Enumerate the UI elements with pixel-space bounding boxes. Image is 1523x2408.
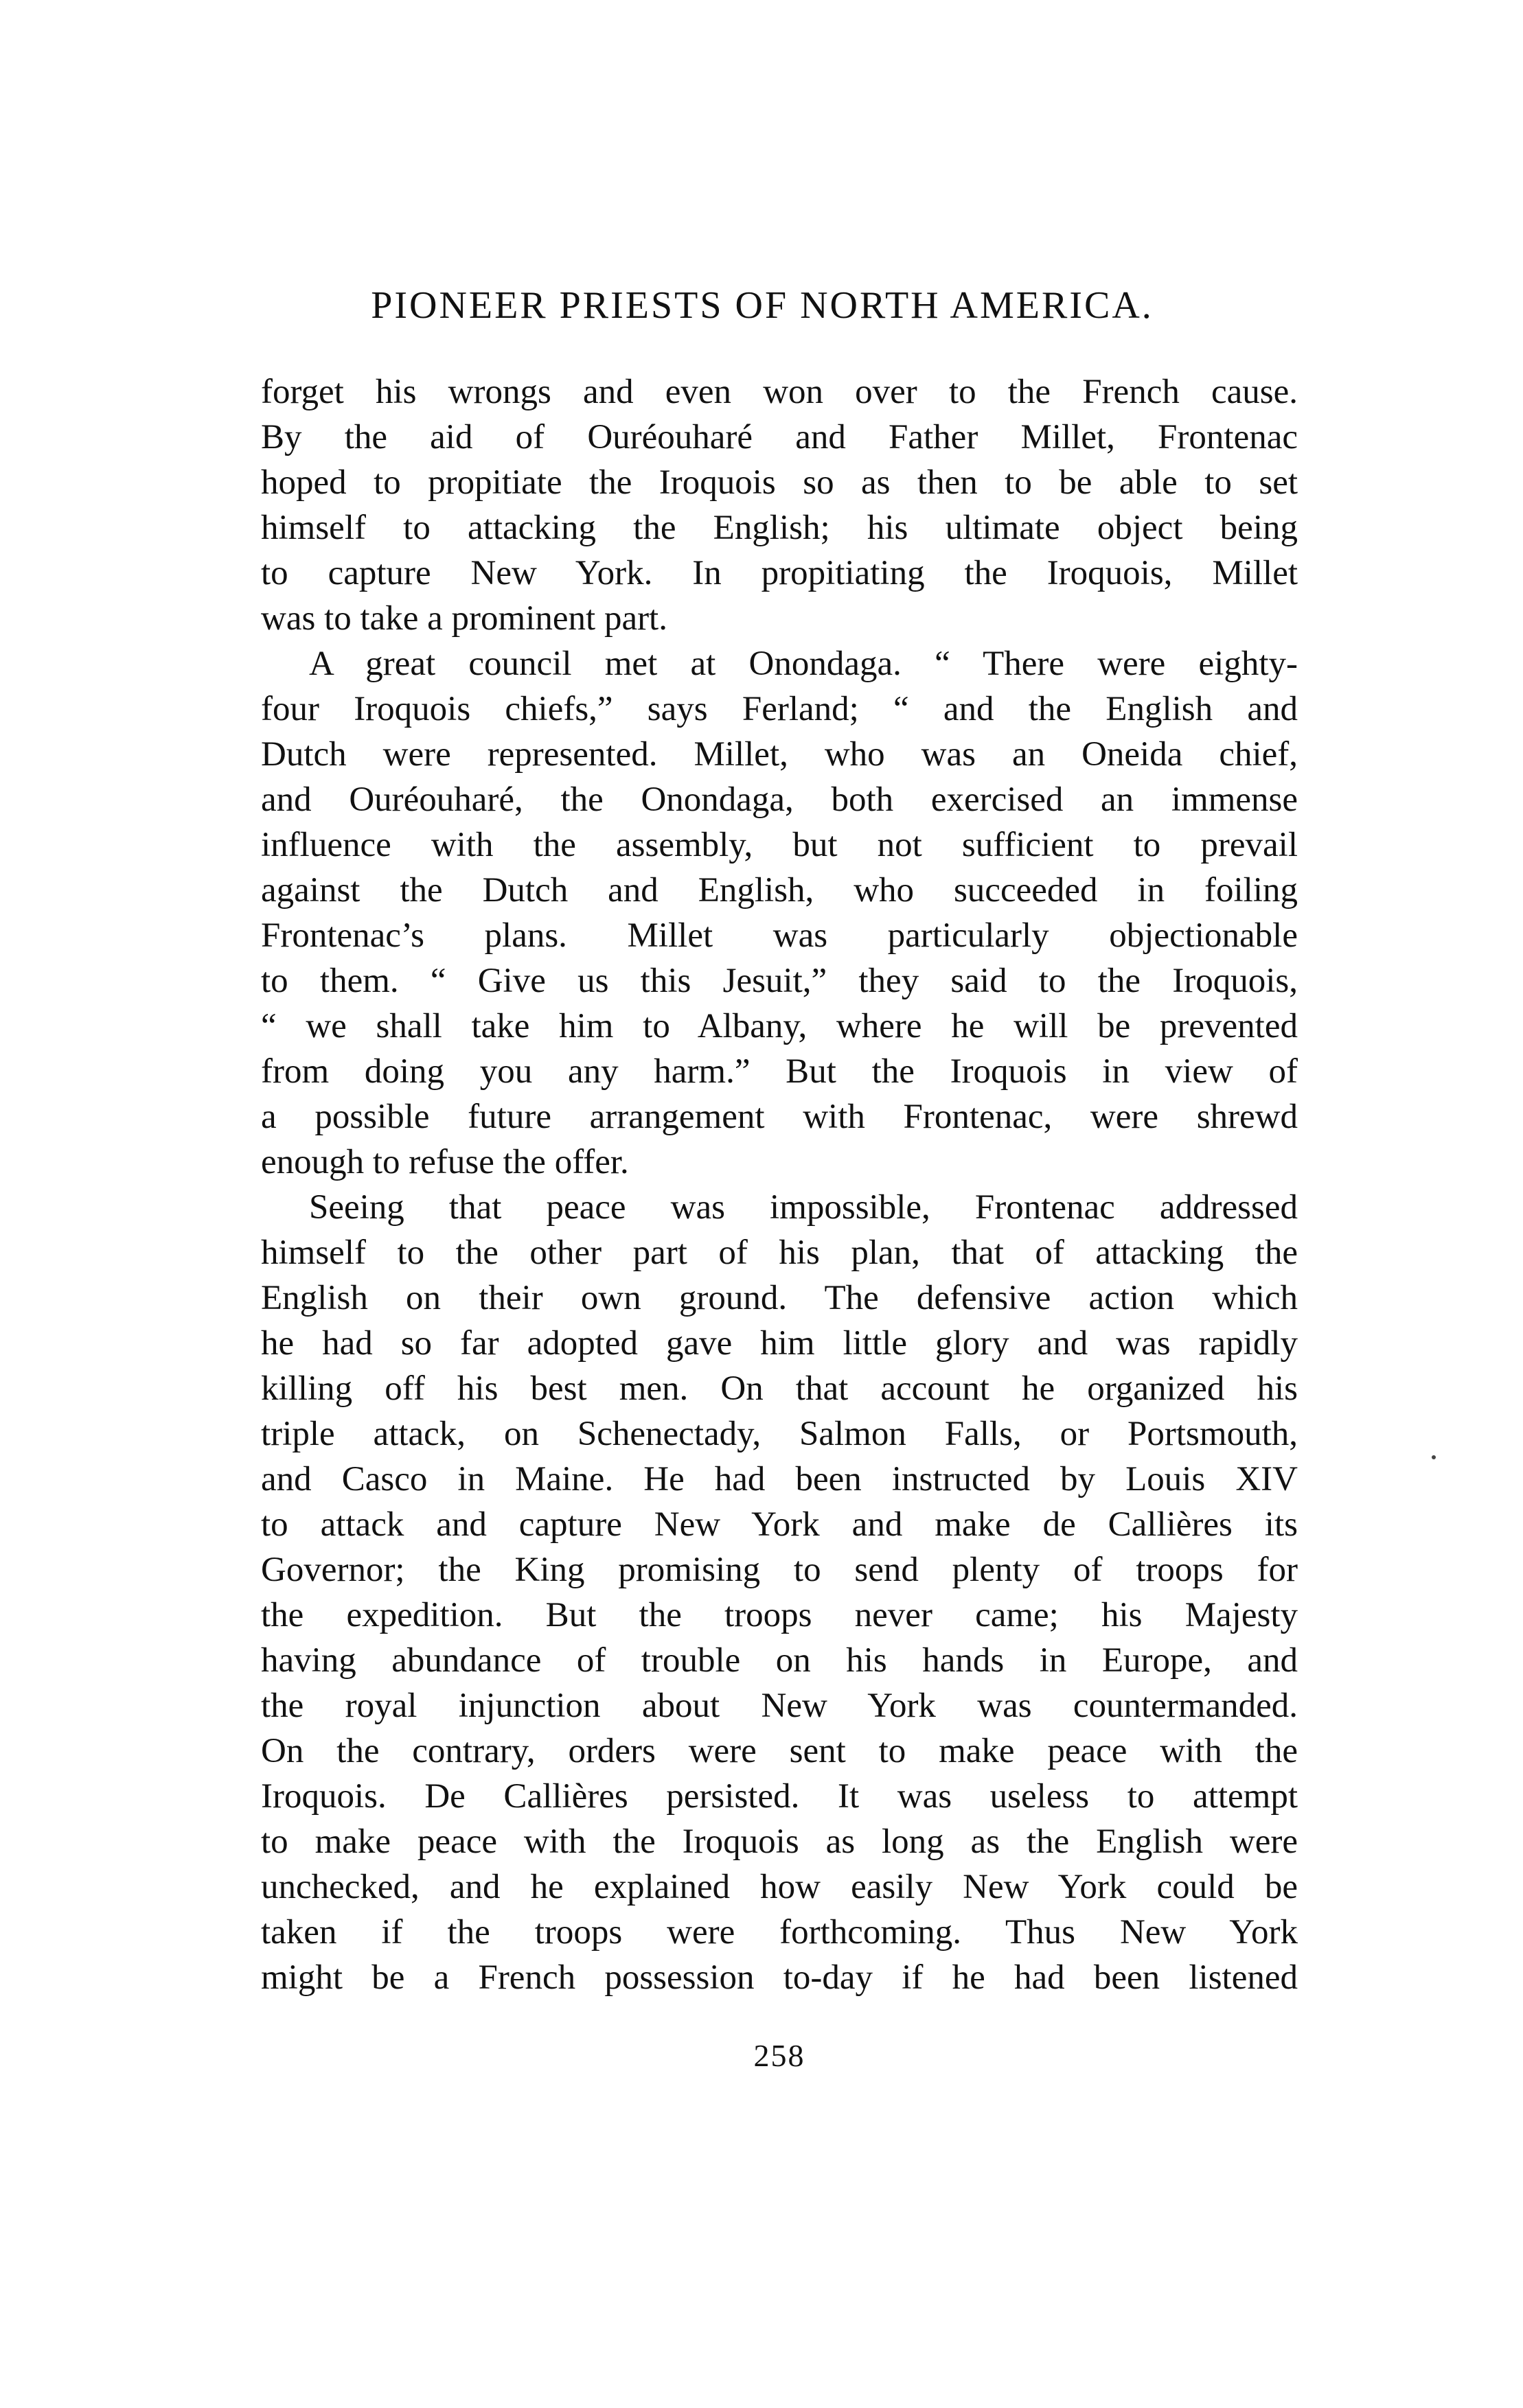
text-line: English on their own ground. The defensive action which xyxy=(261,1279,1298,1317)
text-line: triple attack, on Schenectady, Salmon Falls, or Portsmouth, xyxy=(261,1415,1298,1453)
text-line: By the aid of Ouréouharé and Father Millet, Frontenac xyxy=(261,418,1298,456)
text-line: the royal injunction about New York was countermanded. xyxy=(261,1687,1298,1725)
text-line: and Ouréouharé, the Onondaga, both exercised an immense xyxy=(261,780,1298,819)
text-line: four Iroquois chiefs,” says Ferland; “ and the English and xyxy=(261,690,1298,728)
text-line: to capture New York. In propitiating the Iroquois, Millet xyxy=(261,554,1298,592)
text-line: having abundance of trouble on his hands in Europe, and xyxy=(261,1641,1298,1680)
body-text xyxy=(261,369,1298,2000)
text-line: might be a French possession to-day if he had been listened xyxy=(261,1958,1298,1997)
text-line: Dutch were represented. Millet, who was an Oneida chief, xyxy=(261,735,1298,774)
text-line: against the Dutch and English, who succeeded in foiling xyxy=(261,871,1298,910)
text-line: he had so far adopted gave him little glory and was rapidly xyxy=(261,1324,1298,1363)
text-line: hoped to propitiate the Iroquois so as then to be able to set xyxy=(261,463,1298,502)
text-line: Iroquois. De Callières persisted. It was useless to attempt xyxy=(261,1777,1298,1816)
text-line: A great council met at Onondaga. “ There were eighty- xyxy=(309,645,1298,683)
text-line: Seeing that peace was impossible, Frontenac addressed xyxy=(309,1188,1298,1227)
text-line: influence with the assembly, but not sufficient to prevail xyxy=(261,826,1298,864)
running-title: PIONEER PRIESTS OF NORTH AMERICA. xyxy=(371,284,1154,327)
text-line: Frontenac’s plans. Millet was particularly objectionable xyxy=(261,916,1298,955)
text-line: enough to refuse the offer. xyxy=(261,1143,629,1181)
text-line: himself to attacking the English; his ultimate object being xyxy=(261,509,1298,547)
margin-speck xyxy=(1432,1455,1436,1459)
text-line: taken if the troops were forthcoming. Thus New York xyxy=(261,1913,1298,1952)
text-line: unchecked, and he explained how easily New York could be xyxy=(261,1868,1298,1906)
text-line: was to take a prominent part. xyxy=(261,599,667,638)
text-line: to make peace with the Iroquois as long as the English were xyxy=(261,1822,1298,1861)
text-line: himself to the other part of his plan, that of attacking the xyxy=(261,1234,1298,1272)
text-line: from doing you any harm.” But the Iroquois in view of xyxy=(261,1052,1298,1091)
text-line: the expedition. But the troops never came; his Majesty xyxy=(261,1596,1298,1634)
text-line: Governor; the King promising to send plenty of troops for xyxy=(261,1551,1298,1589)
text-line: On the contrary, orders were sent to make peace with the xyxy=(261,1732,1298,1770)
text-line: to attack and capture New York and make de Callières its xyxy=(261,1505,1298,1544)
text-line: killing off his best men. On that account he organized his xyxy=(261,1369,1298,1408)
page-number: 258 xyxy=(753,2038,805,2073)
text-line: forget his wrongs and even won over to the French cause. xyxy=(261,373,1298,411)
text-line: a possible future arrangement with Frontenac, were shrewd xyxy=(261,1098,1298,1136)
text-line: “ we shall take him to Albany, where he will be prevented xyxy=(261,1007,1298,1045)
text-line: and Casco in Maine. He had been instructed by Louis XIV xyxy=(261,1460,1298,1498)
text-line: to them. “ Give us this Jesuit,” they said to the Iroquois, xyxy=(261,962,1298,1000)
